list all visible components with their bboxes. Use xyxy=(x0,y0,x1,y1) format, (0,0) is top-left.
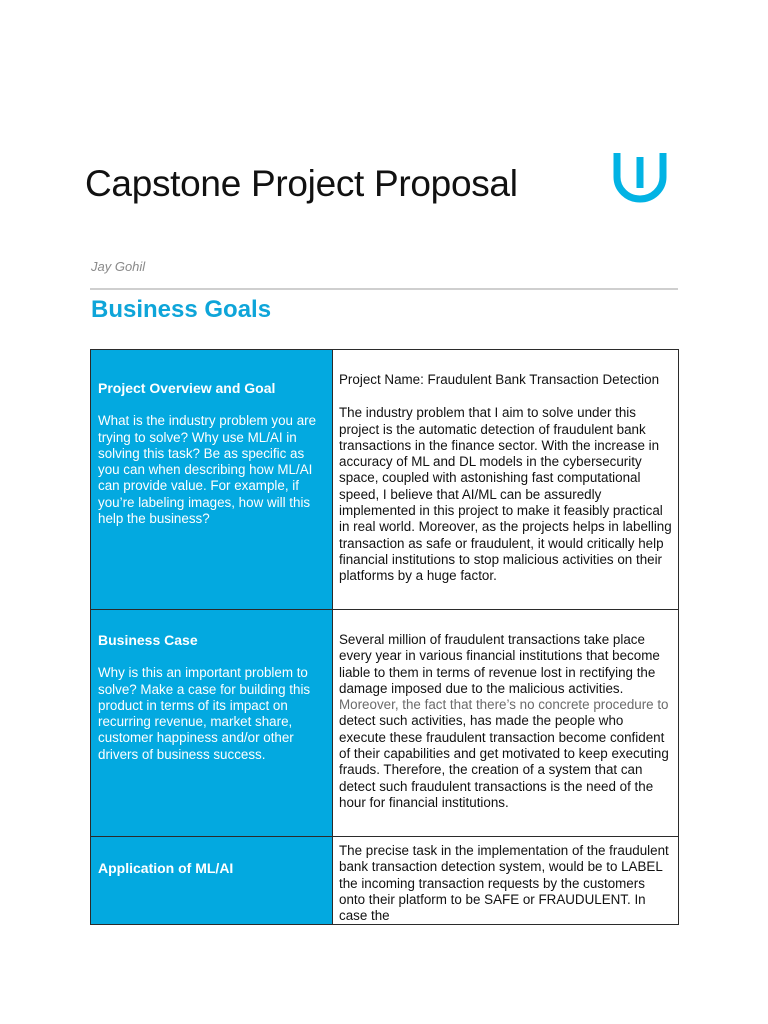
row-content: The industry problem that I aim to solve under this project is the automatic detection of fraudulent bank transactions in the finance sector. With the increase in accuracy of ML and DL models in the cybersecurity space, coupled with astonishing fast computational speed, I believe that AI/ML can be assuredly implemented in this project to make it feasibly practical in real world. Moreover, as the projects helps in labelling transaction as safe or fraudulent, it would critically help financial institutions to stop malicious activities on their platforms by a huge factor. xyxy=(339,405,672,584)
document-title: Capstone Project Proposal xyxy=(85,163,518,204)
label-cell xyxy=(91,350,333,610)
row-content xyxy=(339,610,672,811)
divider xyxy=(90,288,678,290)
row-content: The precise task in the implementation of the fraudulent bank transaction detection system, would be to LABEL the incoming transaction requests by the customers onto their platform to be SAFE or FRAUDULENT. In case the xyxy=(339,843,669,924)
udacity-logo-icon xyxy=(611,148,669,204)
row-heading: Project Overview and Goal xyxy=(98,380,276,396)
content-cell xyxy=(333,610,679,837)
row-description: What is the industry problem you are trying to solve? Why use ML/AI in solving this task? Be as specific as you can when describing how ML/AI can provide value. For example, if you’re labeling images, how will this help the business? xyxy=(98,413,317,527)
row-heading: Business Case xyxy=(98,632,198,648)
author-name: Jay Gohil xyxy=(91,259,146,274)
content-cell xyxy=(333,837,679,925)
label-cell xyxy=(91,610,333,837)
row-description: Why is this an important problem to solve? Make a case for building this product in terms of its impact on recurring revenue, market share, customer happiness and/or other drivers of business success. xyxy=(98,665,311,762)
row-content-part: Several million of fraudulent transactions take place every year in various financial institutions that become liable to them in terms of revenue lost in rectifying the damage imposed due to the malicious activities. xyxy=(339,632,660,696)
row-content-part: Moreover, the fact that there’s no concrete procedure to xyxy=(339,697,669,713)
table-row xyxy=(91,350,679,610)
table-row xyxy=(91,610,679,837)
project-name: Project Name: Fraudulent Bank Transaction Detection xyxy=(339,372,660,387)
section-heading: Business Goals xyxy=(91,296,272,323)
row-heading: Application of ML/AI xyxy=(98,860,234,876)
table-row xyxy=(91,837,679,925)
row-content-part: detect such activities, has made the people who execute these fraudulent transaction become confident of their capabilities and get motivated to keep executing frauds. Therefore, the creation of a system that can detect such fraudulent transactions is the need of the hour for financial institutions. xyxy=(339,713,669,810)
business-goals-table xyxy=(90,349,679,925)
content-cell xyxy=(333,350,679,610)
label-cell xyxy=(91,837,333,925)
